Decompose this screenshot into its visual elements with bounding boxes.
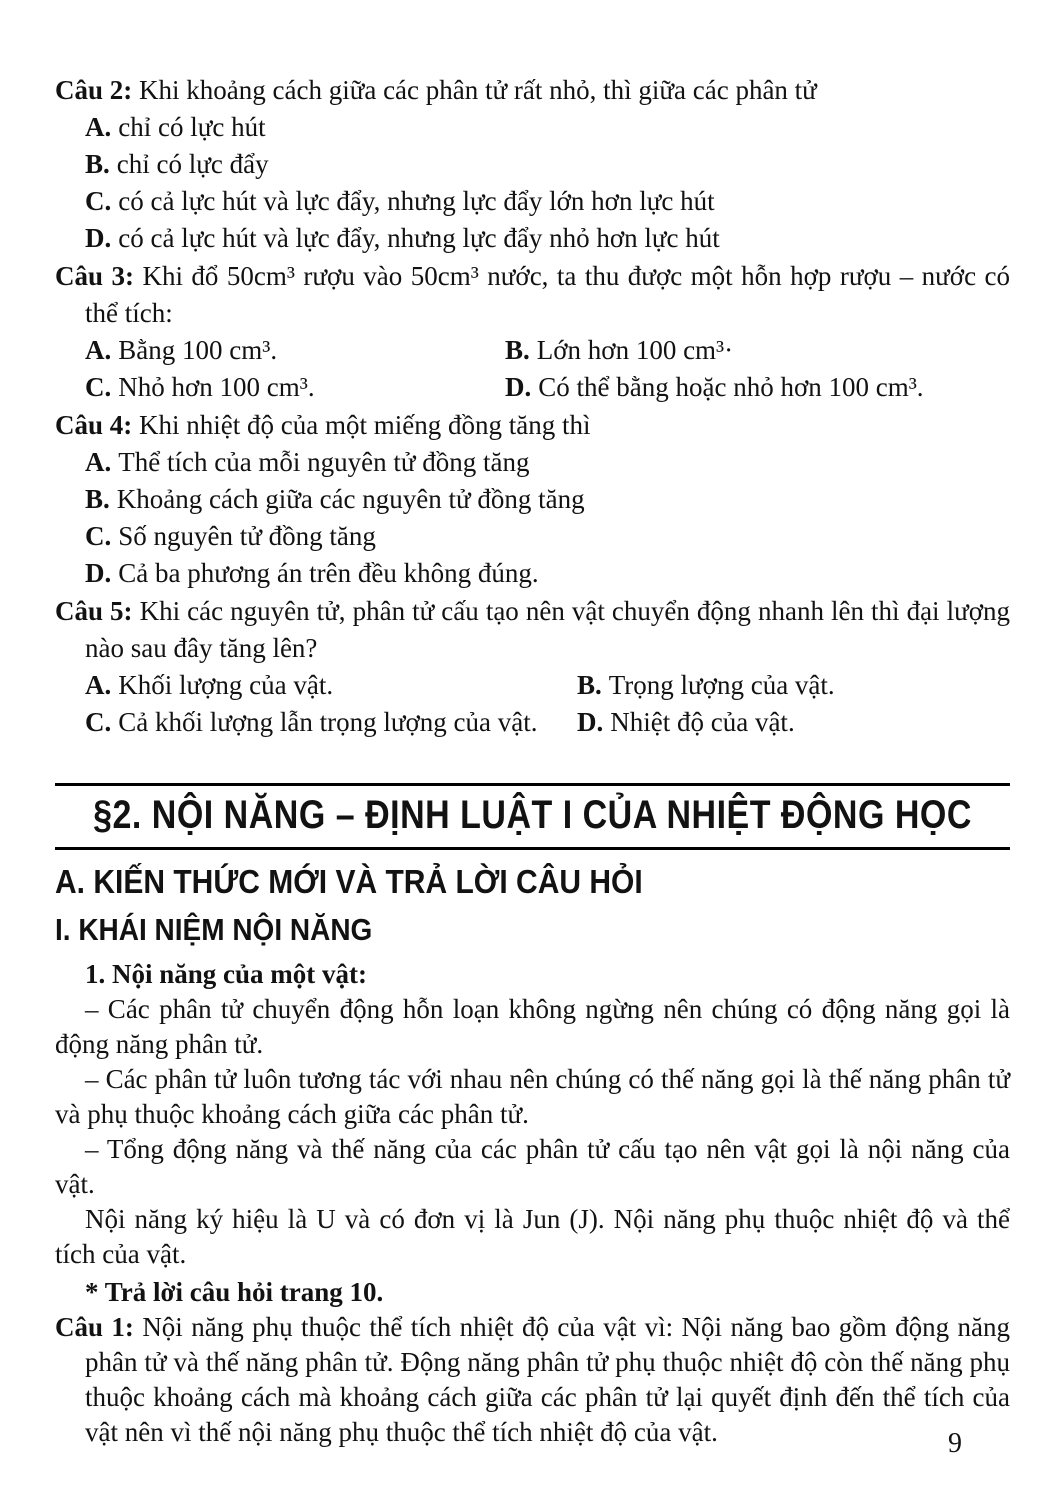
option-c <box>85 518 1010 555</box>
option-c-label: C. <box>85 707 112 737</box>
heading-a: A. KIẾN THỨC MỚI VÀ TRẢ LỜI CÂU HỎI <box>55 864 643 901</box>
option-a <box>85 109 1010 146</box>
option-d-label: D. <box>85 223 112 253</box>
page-number: 9 <box>948 1428 962 1459</box>
option-c <box>85 183 1010 220</box>
option-a-text: Bằng 100 cm³. <box>118 335 278 365</box>
question-2-text: Khi khoảng cách giữa các phân tử rất nhỏ, thì giữa các phân tử <box>139 75 817 105</box>
question-2-options <box>85 109 1010 257</box>
question-5-head <box>55 593 1010 667</box>
answer-heading: * Trả lời câu hỏi trang 10. <box>85 1277 384 1307</box>
option-c-label: C. <box>85 521 112 551</box>
question-5-options-row-1 <box>85 667 1010 704</box>
option-b-label: B. <box>85 484 110 514</box>
question-4-head <box>55 407 1010 444</box>
option-b-text: Lớn hơn 100 cm³· <box>536 335 734 365</box>
question-2-label: Câu 2: <box>55 75 133 105</box>
question-3 <box>55 258 1010 406</box>
option-d-label: D. <box>85 558 112 588</box>
option-c-text: Nhỏ hơn 100 cm³. <box>118 372 315 402</box>
question-3-label: Câu 3: <box>55 261 134 291</box>
question-3-options-row-2 <box>85 369 1010 406</box>
question-2-head <box>55 72 1010 109</box>
option-c-label: C. <box>85 372 112 402</box>
option-d <box>577 704 795 741</box>
option-a <box>85 444 1010 481</box>
option-b-label: B. <box>85 149 110 179</box>
question-3-options-row-1 <box>85 332 1010 369</box>
section-title: §2. NỘI NĂNG – ĐỊNH LUẬT I CỦA NHIỆT ĐỘNG HỌC <box>93 792 972 838</box>
answer-question-1 <box>55 1310 1010 1450</box>
paragraph: – Các phân tử chuyển động hỗn loạn không ngừng nên chúng có động năng gọi là động năng phân tử. <box>55 994 1010 1059</box>
option-c-text: Cả khối lượng lẫn trọng lượng của vật. <box>118 707 538 737</box>
option-b-label: B. <box>577 670 602 700</box>
option-d <box>85 555 1010 592</box>
option-b <box>85 146 1010 183</box>
option-a-text: chỉ có lực hút <box>118 112 266 142</box>
option-d-text: Cả ba phương án trên đều không đúng. <box>118 558 539 588</box>
option-b <box>577 667 835 704</box>
question-2 <box>55 72 1010 257</box>
paragraph: Nội năng ký hiệu là U và có đơn vị là Jun (J). Nội năng phụ thuộc nhiệt độ và thể tích của vật. <box>55 1204 1010 1269</box>
question-4-label: Câu 4: <box>55 410 133 440</box>
section-banner <box>55 783 1010 850</box>
subheading-1: 1. Nội năng của một vật: <box>85 959 367 989</box>
question-3-text: Khi đổ 50cm³ rượu vào 50cm³ nước, ta thu được một hỗn hợp rượu – nước có thể tích: <box>85 261 1011 328</box>
option-d <box>505 369 924 406</box>
option-b <box>85 481 1010 518</box>
answer-question-1-label: Câu 1: <box>55 1312 134 1342</box>
option-d-text: Nhiệt độ của vật. <box>610 707 795 737</box>
question-4-text: Khi nhiệt độ của một miếng đồng tăng thì <box>139 410 591 440</box>
option-d-label: D. <box>505 372 532 402</box>
question-5 <box>55 593 1010 741</box>
option-a <box>85 667 577 704</box>
question-3-head <box>55 258 1010 332</box>
option-a-text: Khối lượng của vật. <box>118 670 334 700</box>
option-c <box>85 704 577 741</box>
option-b-label: B. <box>505 335 530 365</box>
option-b-text: Khoảng cách giữa các nguyên tử đồng tăng <box>116 484 585 514</box>
answer-question-1-text: Nội năng phụ thuộc thể tích nhiệt độ của vật vì: Nội năng bao gồm động năng phân tử và thế năng phân tử. Động năng phân tử phụ thuộc nhiệt độ còn thế năng phụ thuộc khoảng cách mà khoảng cách giữa các phân tử lại quyết định đến thể tích của vật nên vì thế nội năng phụ thuộc thể tích nhiệt độ của vật. <box>85 1312 1010 1447</box>
option-c-text: có cả lực hút và lực đẩy, nhưng lực đẩy lớn hơn lực hút <box>118 186 715 216</box>
option-d-text: có cả lực hút và lực đẩy, nhưng lực đẩy nhỏ hơn lực hút <box>118 223 720 253</box>
option-c-text: Số nguyên tử đồng tăng <box>118 521 376 551</box>
option-d-text: Có thể bằng hoặc nhỏ hơn 100 cm³. <box>538 372 924 402</box>
question-4 <box>55 407 1010 592</box>
option-a-label: A. <box>85 335 112 365</box>
question-5-label: Câu 5: <box>55 596 133 626</box>
option-d-label: D. <box>577 707 604 737</box>
option-a-text: Thể tích của mỗi nguyên tử đồng tăng <box>118 447 530 477</box>
option-b-text: Trọng lượng của vật. <box>608 670 835 700</box>
option-a-label: A. <box>85 112 112 142</box>
option-d <box>85 220 1010 257</box>
option-b-text: chỉ có lực đẩy <box>116 149 269 179</box>
heading-i: I. KHÁI NIỆM NỘI NĂNG <box>55 912 373 947</box>
option-a-label: A. <box>85 447 112 477</box>
option-b <box>505 332 733 369</box>
question-5-text: Khi các nguyên tử, phân tử cấu tạo nên vật chuyển động nhanh lên thì đại lượng nào sau đây tăng lên? <box>85 596 1011 663</box>
option-c <box>85 369 505 406</box>
paragraph: – Các phân tử luôn tương tác với nhau nên chúng có thế năng gọi là thế năng phân tử và phụ thuộc khoảng cách giữa các phân tử. <box>55 1064 1010 1129</box>
paragraph: – Tổng động năng và thế năng của các phân tử cấu tạo nên vật gọi là nội năng của vật. <box>55 1134 1010 1199</box>
question-5-options-row-2 <box>85 704 1010 741</box>
option-a-label: A. <box>85 670 112 700</box>
option-a <box>85 332 505 369</box>
question-4-options <box>85 444 1010 592</box>
option-c-label: C. <box>85 186 112 216</box>
